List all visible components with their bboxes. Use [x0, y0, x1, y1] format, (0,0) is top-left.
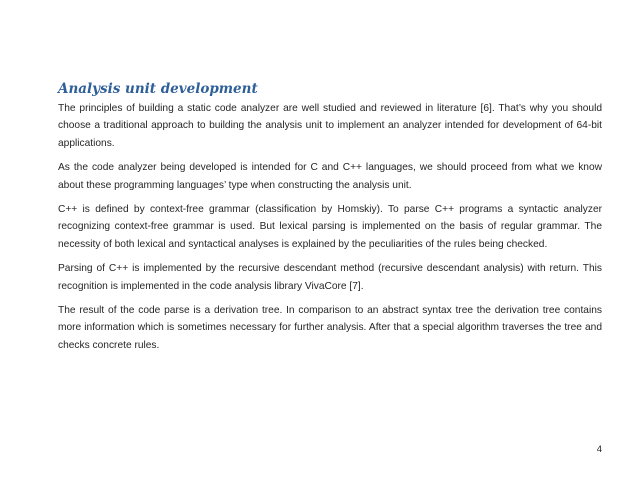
page-number: 4 [596, 444, 602, 455]
section-heading: Analysis unit development [58, 81, 258, 97]
paragraph-2: As the code analyzer being developed is intended for C and C++ languages, we should proceed from what we know about these programming languages’ type when constructing the analysis unit. [58, 162, 602, 191]
paragraph-5: The result of the code parse is a derivation tree. In comparison to an abstract syntax tree the derivation tree contains more information which is sometimes necessary for further analysis. After that a special algorithm traverses the tree and checks concrete rules. [58, 305, 602, 351]
paragraph-4: Parsing of C++ is implemented by the recursive descendant method (recursive descendant analysis) with return. This recognition is implemented in the code analysis library VivaCore [7]. [58, 263, 602, 292]
page-content [58, 80, 602, 361]
paragraph-3: C++ is defined by context-free grammar (classification by Homskiy). To parse C++ programs a syntactic analyzer recognizing context-free grammar is used. But lexical parsing is implemented on the basis of regular grammar. The necessity of both lexical and syntactical analyses is explained by the peculiarities of the rules being checked. [58, 204, 602, 250]
paragraph-1: The principles of building a static code analyzer are well studied and reviewed in literature [6]. That’s why you should choose a traditional approach to building the analysis unit to implement an analyzer intended for development of 64-bit applications. [58, 103, 602, 149]
